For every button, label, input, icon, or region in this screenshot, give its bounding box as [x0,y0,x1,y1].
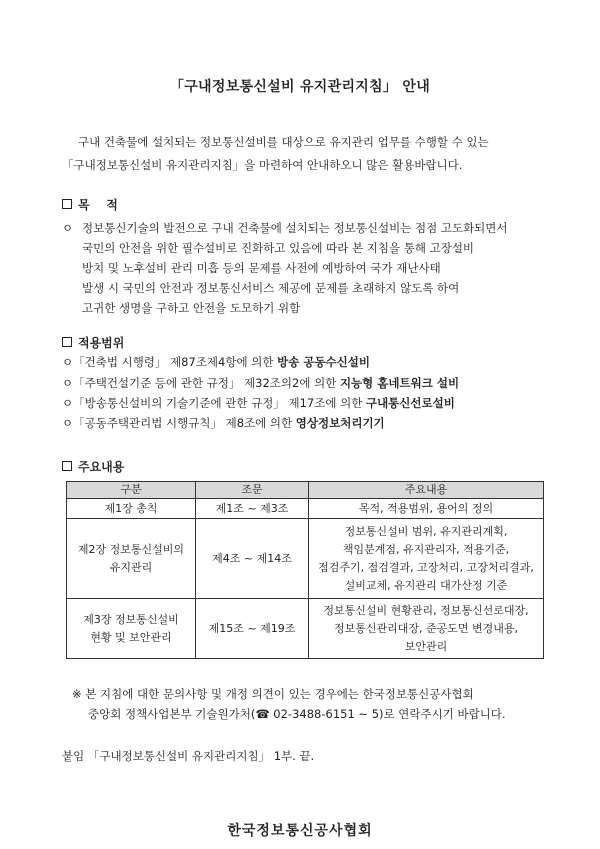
scope-item: ㅇ「공동주택관리법 시행규칙」 제8조에 의한 영상정보처리기기 [62,416,385,430]
checkbox-square-icon [62,461,72,471]
organization-name: 한국정보통신공사협회 [227,823,373,839]
purpose-line: 국민의 안전을 위한 필수설비로 진화하고 있음에 따라 본 지침을 통해 고장설비 [82,241,475,255]
table-cell-content: 목적, 적용범위, 용어의 정의 [309,499,544,519]
table-cell-article: 제15조 ~ 제19조 [196,599,309,659]
intro-line: 「구내정보통신설비 유지관리지침」을 마련하여 안내하오니 많은 활용바랍니다. [62,158,463,172]
circle-bullet-icon: ㅇ [62,376,74,390]
table-cell-content: 정보통신설비 범위, 유지관리계획, 책임분계점, 유지관리자, 적용기준, 점검주기, 점검결과, 고장처리, 고장처리결과, 설비교체, 유지관리 대가산정 기준 [309,519,544,599]
attachment-line: 붙임 「구내정보통신설비 유지관리지침」 1부. 끝. [62,749,315,763]
checkbox-square-icon [62,199,72,209]
table-header-cell: 조문 [196,482,309,499]
table-cell-category: 제3장 정보통신설비 현황 및 보안관리 [67,599,196,659]
intro-line: 구내 건축물에 설치되는 정보통신설비를 대상으로 유지관리 업무를 수행할 수 있는 [78,135,489,149]
contact-note [72,684,552,724]
purpose-paragraph [62,218,552,318]
scope-item: ㅇ「방송통신설비의 기술기준에 관한 규정」 제17조에 의한 구내통신선로설비 [62,396,455,410]
table-row [67,599,544,659]
table-row [67,499,544,519]
table-cell-category: 제2장 정보통신설비의 유지관리 [67,519,196,599]
table-cell-article: 제4조 ~ 제14조 [196,519,309,599]
section-heading-main: 주요내용 [62,458,124,475]
table-cell-content: 정보통신설비 현황관리, 정보통신선로대장, 정보통신관리대장, 준공도면 변경내용, 보안관리 [309,599,544,659]
table-row [67,519,544,599]
table-header-cell: 주요내용 [309,482,544,499]
purpose-line: 고귀한 생명을 구하고 안전을 도모하기 위함 [82,301,301,315]
document-title: 「구내정보통신설비 유지관리지침」 안내 [169,79,431,95]
purpose-line: 방치 및 노후설비 관리 미흡 등의 문제를 사전에 예방하여 국가 재난사태 [82,261,441,275]
circle-bullet-icon: ㅇ [62,355,74,369]
purpose-line: 정보통신기술의 발전으로 구내 건축물에 설치되는 정보통신설비는 점점 고도화되면서 [82,221,508,235]
circle-bullet-icon: ㅇ [62,396,74,410]
note-line: ※ 본 지침에 대한 문의사항 및 개정 의견이 있는 경우에는 한국정보통신공사협회 [72,687,474,701]
scope-item: ㅇ「주택건설기준 등에 관한 규정」 제32조의2에 의한 지능형 홈네트워크 설비 [62,376,460,390]
circle-bullet-icon: ㅇ [62,416,74,430]
table-cell-article: 제1조 ~ 제3조 [196,499,309,519]
section-heading-scope: 적용범위 [62,334,124,351]
intro-paragraph [62,131,544,177]
summary-table [66,481,544,659]
checkbox-square-icon [62,337,72,347]
note-line: 중앙회 정책사업본부 기술원가처(☎ 02-3488-6151 ~ 5)로 연락주시기 바랍니다. [88,707,506,721]
purpose-line: 발생 시 국민의 안전과 정보통신서비스 제공에 문제를 초래하지 않도록 하여 [82,281,460,295]
circle-bullet-icon: ㅇ [62,221,74,235]
scope-item: ㅇ「건축법 시행령」 제87조제4항에 의한 방송 공동수신설비 [62,355,370,369]
table-cell-category: 제1장 총칙 [67,499,196,519]
section-heading-purpose: 목 적 [62,196,118,213]
table-header-cell: 구분 [67,482,196,499]
table-header-row [67,482,544,499]
